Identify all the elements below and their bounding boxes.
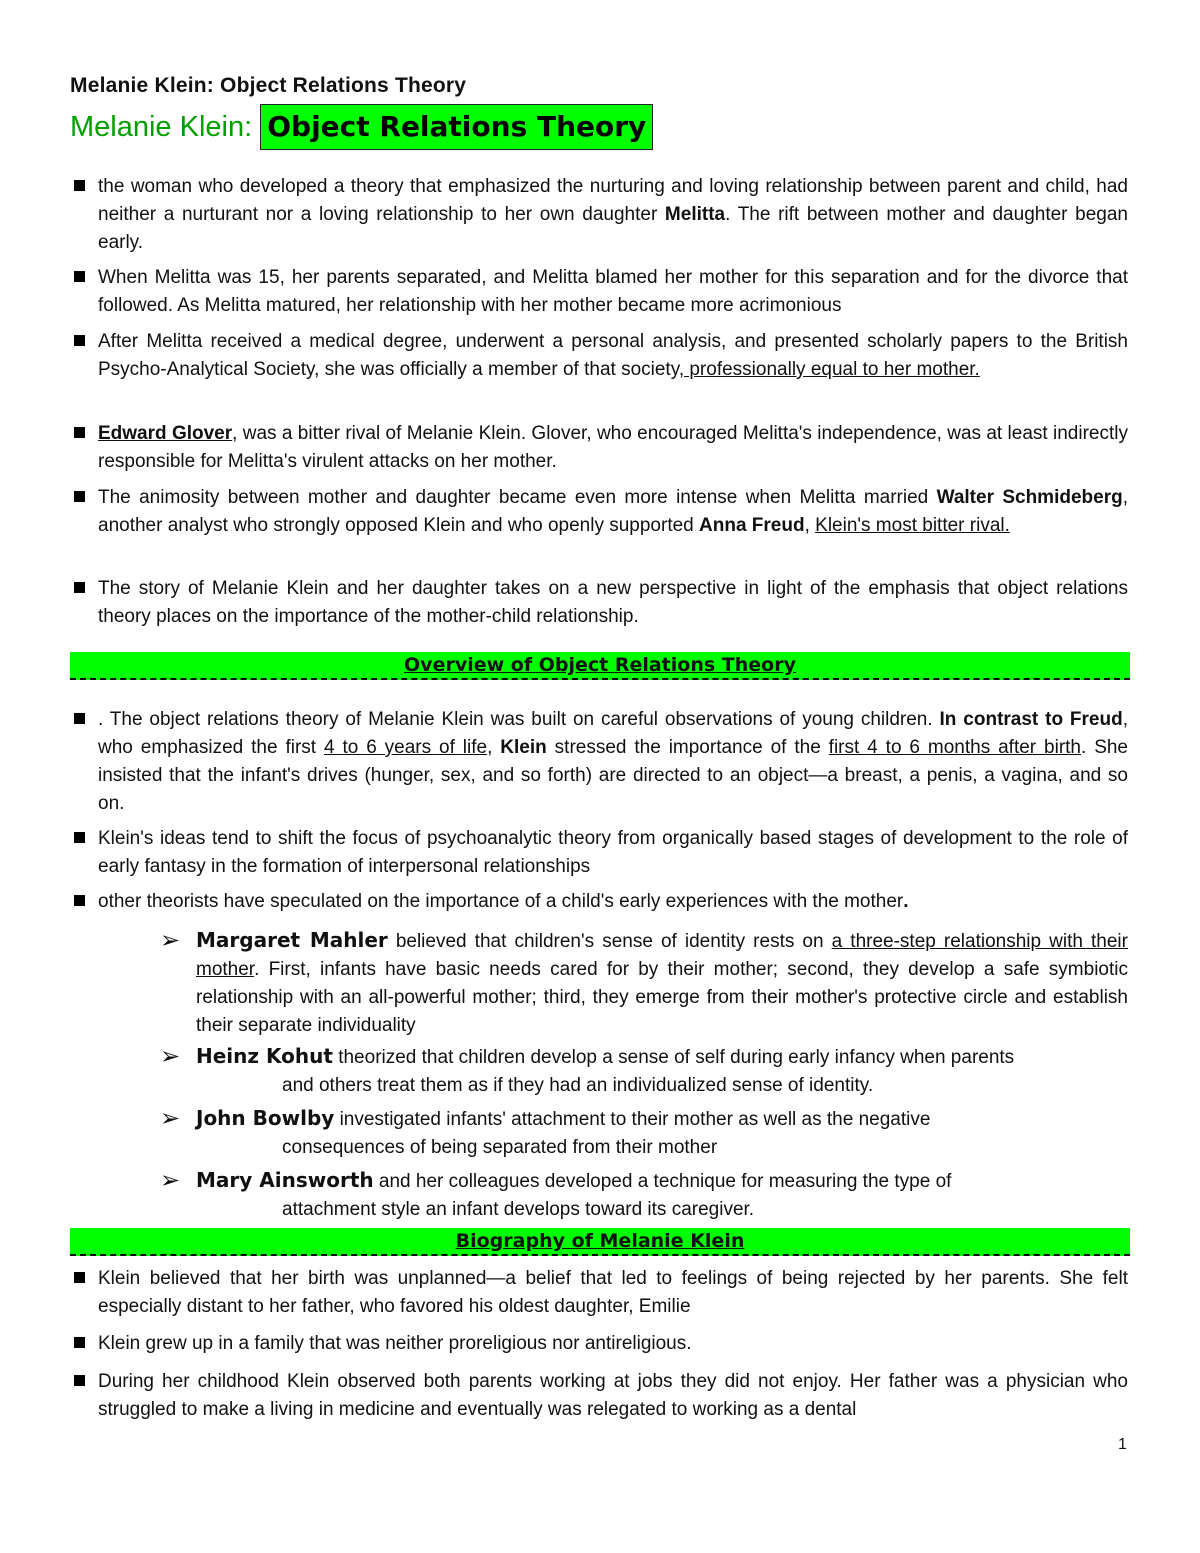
bullet-text: Klein believed that her birth was unplanned—a belief that led to feelings of being rejected by her parents. She felt especially distant to her father, who favored his oldest daughter, Emilie: [98, 1268, 1128, 1317]
bullet-text: Klein's ideas tend to shift the focus of psychoanalytic theory from organically based stages of development to the role of early fantasy in the formation of interpersonal relationships: [98, 828, 1128, 877]
theorist-name: Margaret Mahler: [196, 928, 388, 952]
bullet-text: The animosity between mother and daughter became even more intense when Melitta married: [98, 487, 937, 508]
theorist-text: consequences of being separated from their mother: [282, 1137, 718, 1158]
bullet-text: Klein grew up in a family that was neither proreligious nor antireligious.: [98, 1333, 692, 1354]
bullet-text: ,: [487, 737, 501, 758]
theorist-text: theorized that children develop a sense of self during early infancy when parents: [332, 1047, 1015, 1068]
square-bullet-icon: [74, 1272, 85, 1283]
square-bullet-icon: [74, 713, 85, 724]
hero-title: [70, 104, 653, 150]
bullet-text: ,: [804, 515, 816, 536]
underlined-text: Klein's most bitter rival.: [815, 515, 1010, 536]
section-heading-overview: [70, 652, 1130, 680]
bullet-text: other theorists have speculated on the importance of a child's early experiences with the mother: [98, 891, 904, 912]
theorist-text: and others treat them as if they had an individualized sense of identity.: [282, 1075, 874, 1096]
section-heading-biography: [70, 1228, 1130, 1256]
theorist-text: investigated infants' attachment to their mother as well as the negative: [334, 1109, 931, 1130]
square-bullet-icon: [74, 271, 85, 282]
arrow-bullet-icon: ➢: [160, 926, 181, 954]
theorist-name: Mary Ainsworth: [196, 1168, 374, 1192]
name-edward-glover: Edward Glover: [98, 423, 233, 444]
square-bullet-icon: [74, 832, 85, 843]
name-walter-schmideberg: Walter Schmideberg: [936, 487, 1123, 508]
section-heading-text: Biography of Melanie Klein: [455, 1230, 745, 1252]
document-title: Melanie Klein: Object Relations Theory: [70, 74, 467, 97]
bullet-text: When Melitta was 15, her parents separated, and Melitta blamed her mother for this separation and for the divorce that followed. As Melitta matured, her relationship with her mother became more acrimonious: [98, 267, 1128, 316]
bullet-text: , who emphasized the first: [98, 709, 1128, 758]
bullet-text: After Melitta received a medical degree, underwent a personal analysis, and presented scholarly papers to the British Psycho-Analytical Society, she was officially a member of that society: [98, 331, 1128, 380]
arrow-bullet-icon: ➢: [160, 1166, 181, 1194]
square-bullet-icon: [74, 427, 85, 438]
underlined-text: , professionally equal to her mother.: [678, 359, 980, 380]
theorist-item: [160, 1104, 1128, 1162]
theorist-item: [160, 1166, 1128, 1224]
intro-bullet-2: [74, 264, 1128, 320]
arrow-bullet-icon: ➢: [160, 1042, 181, 1070]
theorist-item: [160, 926, 1128, 1040]
square-bullet-icon: [74, 491, 85, 502]
bullet-text: . The rift between mother and daughter began early.: [98, 204, 1128, 253]
name-anna-freud: Anna Freud: [699, 515, 805, 536]
bullet-text: The story of Melanie Klein and her daughter takes on a new perspective in light of the emphasis that object relations theory places on the importance of the mother-child relationship.: [98, 578, 1128, 627]
overview-bullet-3: [74, 888, 1128, 916]
square-bullet-icon: [74, 335, 85, 346]
underlined-text: first 4 to 6 months after birth: [828, 737, 1081, 758]
square-bullet-icon: [74, 895, 85, 906]
square-bullet-icon: [74, 1337, 85, 1348]
name-melitta: Melitta: [664, 204, 726, 225]
underlined-text: a three-step relationship with their mother: [196, 931, 1128, 980]
theorist-text: . First, infants have basic needs cared for by their mother; second, they develop a safe symbiotic relationship with an all-powerful mother; third, they emerge from their mother's protective circle and establish their separate individuality: [196, 959, 1128, 1036]
overview-bullet-1: [74, 706, 1128, 818]
square-bullet-icon: [74, 180, 85, 191]
page-number: 1: [1118, 1436, 1127, 1453]
bullet-text: the woman who developed a theory that emphasized the nurturing and loving relationship between parent and child, had neither a nurturant nor a loving relationship to her own daughter: [98, 176, 1128, 225]
bullet-text: , was a bitter rival of Melanie Klein. Glover, who encouraged Melitta's independence, was at least indirectly responsible for Melitta's virulent attacks on her mother.: [98, 423, 1128, 472]
biography-bullet-1: [74, 1265, 1128, 1321]
bullet-text: . She insisted that the infant's drives (hunger, sex, and so forth) are directed to an object—a breast, a penis, a vagina, and so on.: [98, 737, 1128, 814]
hero-highlight: Object Relations Theory: [260, 104, 653, 150]
bold-text: .: [903, 891, 909, 912]
overview-bullet-2: [74, 825, 1128, 881]
theorist-item: [160, 1042, 1128, 1100]
arrow-bullet-icon: ➢: [160, 1104, 181, 1132]
theorist-name: John Bowlby: [196, 1106, 335, 1130]
intro-bullet-6: [74, 575, 1128, 631]
biography-bullet-3: [74, 1368, 1128, 1424]
hero-prefix: Melanie Klein:: [70, 111, 261, 143]
square-bullet-icon: [74, 1375, 85, 1386]
intro-bullet-5: [74, 484, 1128, 540]
bold-text: In contrast to Freud: [939, 709, 1123, 730]
bullet-text: stressed the importance of the: [546, 737, 829, 758]
theorist-name: Heinz Kohut: [196, 1044, 333, 1068]
square-bullet-icon: [74, 582, 85, 593]
bullet-text: , another analyst who strongly opposed Klein and who openly supported: [98, 487, 1128, 536]
biography-bullet-2: [74, 1330, 1128, 1358]
intro-bullet-4: [74, 420, 1128, 476]
theorist-text: and her colleagues developed a technique for measuring the type of: [373, 1171, 952, 1192]
theorist-text: attachment style an infant develops toward its caregiver.: [282, 1199, 755, 1220]
theorist-text: believed that children's sense of identity rests on: [387, 931, 832, 952]
intro-bullet-3: [74, 328, 1128, 384]
bullet-text: During her childhood Klein observed both parents working at jobs they did not enjoy. Her father was a physician who struggled to make a living in medicine and eventually was relegated to working as a dental: [98, 1371, 1128, 1420]
bullet-text: . The object relations theory of Melanie Klein was built on careful observations of young children.: [98, 709, 940, 730]
section-heading-text: Overview of Object Relations Theory: [404, 654, 796, 676]
intro-bullet-1: [74, 173, 1128, 257]
underlined-text: 4 to 6 years of life: [323, 737, 488, 758]
bold-text: Klein: [500, 737, 547, 758]
